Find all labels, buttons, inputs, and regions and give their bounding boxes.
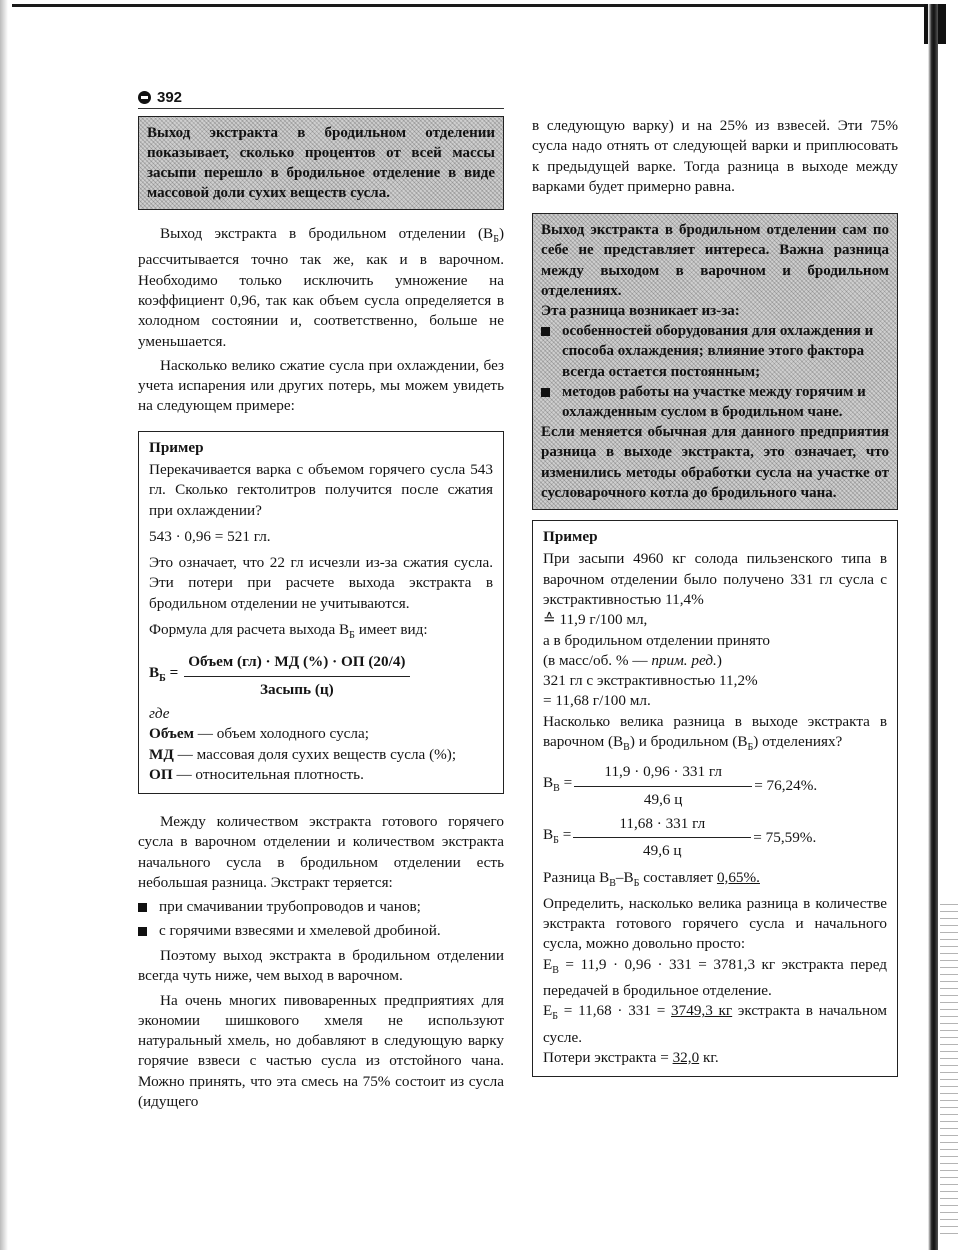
- example-text-1: При засыпи 4960 кг солода пильзенского типа в варочном отделении было получено 331 гл сусла с экстрактивностью 11,4%: [543, 550, 887, 608]
- note-list-item: методов работы на участке между горячим и охлажденным суслом в бродильном чане.: [541, 382, 889, 422]
- example-box-1: [138, 431, 504, 794]
- example-box-2: [532, 520, 898, 1077]
- scan-edge-top: [12, 4, 930, 7]
- right-column: [532, 116, 898, 1077]
- difference-line: Разница $В_В-В_Б$ составляет 0,65%.: [543, 868, 760, 889]
- extract-fermentation: $Е_Б = 11,68 \cdot 331 = 3749,3$ кг экстракта в начальном сусле.: [543, 1002, 888, 1046]
- example-text-4: 321 гл с экстрактивностью 11,2%: [543, 672, 758, 690]
- formula-denominator: Засыпь (ц): [260, 680, 334, 698]
- header-rule: [138, 108, 504, 109]
- page-number: 392: [157, 89, 183, 106]
- extract-loss: Потери экстракта = 32,0 кг.: [543, 1048, 719, 1066]
- formula-lhs: $В_Б$ =: [149, 664, 179, 685]
- note-text-2: Эта разница возникает из-за:: [541, 303, 740, 319]
- square-bullet-icon: [138, 903, 147, 912]
- formula-fraction: $\frac{11,9 \cdot 0,96 \cdot 331 гл}{49,6 ц}$: [578, 762, 748, 810]
- example-text-1: Перекачивается варка с объемом горячего сусла 543 гл. Сколько гектолитров получится после сжатия при охлаждении?: [149, 461, 493, 519]
- note-text-3: Если меняется обычная для данного предприятия разница в выходе экстракта, это означает, что изменились методы обработки сусла на участке от сусловарочного котла до бродильного чана.: [541, 424, 889, 501]
- definition-2: МД — массовая доля сухих веществ сусла (%);: [149, 745, 457, 763]
- example-text-4b: = 11,68 г/100 мл.: [543, 692, 651, 710]
- example-calc: 543 · 0,96 = 521 гл.: [149, 527, 271, 545]
- extract-brewhouse: $Е_В = 11,9 \cdot 0,96 \cdot 331 = 3781,3$ кг экстракта перед передачей в бродильное отделение.: [543, 955, 887, 1000]
- square-bullet-icon: [541, 388, 550, 397]
- scan-edge-left: [0, 0, 8, 1250]
- example-text-2: а в бродильном отделении принято: [543, 631, 770, 649]
- example-title: Пример: [149, 438, 204, 456]
- square-bullet-icon: [138, 927, 147, 936]
- example-text-2: Это означает, что 22 гл исчезли из-за сжатия сусла. Эти потери при расчете выхода экстракта в бродильном отделении не учитываются.: [149, 554, 493, 612]
- note-list-item: особенностей оборудования для охлаждения и способа охлаждения; влияние этого фактора всегда остается постоянным;: [541, 321, 889, 382]
- paragraph-2: Насколько велико сжатие сусла при охлаждении, без учета испарения или других потерь, мы можем увидеть на следующем примере:: [138, 356, 504, 415]
- formula-fermentation: $В_Б$ = $\frac{11,68 \cdot 331 гл}{49,6 ц}$ = 75,59%.: [543, 814, 887, 862]
- page-header: [138, 89, 182, 106]
- list-item: с горячими взвесями и хмелевой дробиной.: [138, 921, 504, 941]
- scan-noise: [940, 900, 958, 1240]
- paragraph-4: Поэтому выход экстракта в бродильном отделении всегда чуть ниже, чем выход в варочном.: [138, 946, 504, 985]
- scan-edge-right: [928, 4, 938, 1250]
- formula: [149, 652, 493, 700]
- paragraph-3: Между количеством экстракта готового горячего сусла в варочном отделении и количеством экстракта начального сусла в бродильном отделении есть небольшая разница. Экстракт теряется:: [138, 813, 504, 892]
- paragraph-1: Выход экстракта в бродильном отделении $(В_Б)$ рассчитывается точно так же, как и в варочном. Необходимо только исключить умножение на коэффициент 0,96, так как объем сусла определяется в холодном состоянии и, соответственно, больше не уменьшается.: [138, 225, 504, 350]
- note-box: [532, 213, 898, 510]
- definition-1: Объем — объем холодного сусла;: [149, 725, 369, 743]
- definition-3: ОП — относительная плотность.: [149, 765, 364, 783]
- paragraph-5: На очень многих пивоваренных предприятиях для экономии шишкового хмеля не используют натуральный хмель, но добавляют в следующую варку горячие взвеси с частью сусла из отстойного чана. Можно принять, что эта смесь на 75% состоит из сусла (идущего: [138, 991, 504, 1111]
- example-question: Насколько велика разница в выходе экстракта в варочном $(В_В)$ и бродильном $(В_Б)$ отделениях?: [543, 712, 887, 754]
- square-bullet-icon: [541, 327, 550, 336]
- where-label: где: [149, 705, 170, 722]
- example-text-1b: ≙ 11,9 г/100 мл,: [543, 611, 648, 629]
- example-title: Пример: [543, 528, 598, 546]
- definition-box: [138, 116, 504, 210]
- formula-fraction: $\frac{11,68 \cdot 331 гл}{49,6 ц}$: [577, 814, 747, 862]
- left-column: [138, 116, 504, 1112]
- formula-brewhouse: $В_В$ = $\frac{11,9 \cdot 0,96 \cdot 331 гл}{49,6 ц}$ = 76,24%.: [543, 762, 887, 810]
- example-text-3: (в масс/об. % — прим. ред.): [543, 651, 722, 669]
- formula-intro: Формула для расчета выхода $В_Б$ имеет вид:: [149, 621, 428, 642]
- bullet-icon: [138, 91, 151, 104]
- paragraph-continued: в следующую варку) и на 25% из взвесей. Эти 75% сусла надо отнять от следующей варки и приплюсовать к предыдущей варке. Тогда разница в выходе между варками будет примерно равна.: [532, 117, 898, 195]
- formula-fraction: [184, 652, 409, 700]
- definition-text: Выход экстракта в бродильном отделении показывает, сколько процентов от всей массы засыпи перешло в бродильное отделение в виде массовой доли сухих веществ сусла.: [147, 125, 495, 201]
- formula-numerator: Объем (гл) · МД (%) · ОП (20/4): [184, 652, 409, 676]
- example-text-6: Определить, насколько велика разница в количестве экстракта готового горячего сусла и начального сусла, можно довольно просто:: [543, 894, 887, 953]
- note-text-1: Выход экстракта в бродильном отделении сам по себе не представляет интереса. Важна разница между выходом в варочном и бродильном отделениях.: [541, 222, 889, 299]
- loss-list: [138, 897, 504, 941]
- list-item: при смачивании трубопроводов и чанов;: [138, 897, 504, 917]
